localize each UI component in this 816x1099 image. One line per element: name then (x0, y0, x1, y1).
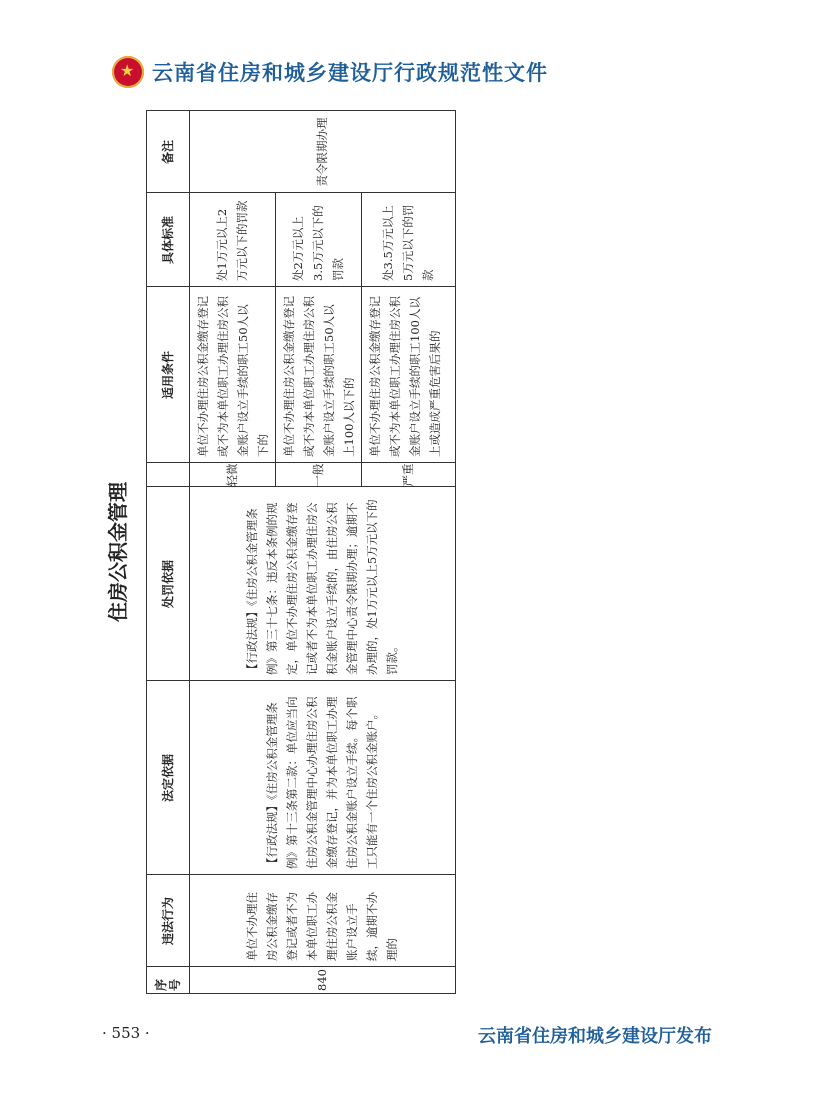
page-number: · 553 · (102, 1024, 150, 1042)
applicable-condition: 单位不办理住房公积金缴存登记或不为本单位职工办理住房公积金账户设立手续的职工50人以下的 (196, 296, 270, 457)
header-behavior: 违法行为 (161, 897, 175, 946)
violation-behavior: 单位不办理住房公积金缴存登记或者不为本单位职工办理住房公积金账户设立手续，逾期不办理的 (245, 892, 399, 961)
penalty-table (146, 110, 456, 994)
penalty-basis: 【行政法规】《住房公积金管理条例》第三十七条：违反本条例的规定，单位不办理住房公积金缴存登记或者不为本单位职工办理住房公积金账户设立手续的，由住房公积金管理中心责令限期办理；逾期不办理的，处1万元以上5万元以下的罚款。 (245, 499, 399, 675)
rotated-content (100, 110, 456, 994)
header-title: 云南省住房和城乡建设厅行政规范性文件 (152, 61, 548, 85)
level-label: 一般 (311, 463, 325, 487)
remark: 责令限期办理 (315, 117, 329, 187)
level-label: 轻微 (225, 463, 239, 487)
header-remark: 备注 (161, 140, 175, 165)
header-penalty-basis: 处罚依据 (161, 560, 175, 609)
section-title: 住房公积金管理 (106, 482, 130, 622)
header-legal-basis: 法定依据 (161, 754, 175, 803)
legal-basis: 【行政法规】《住房公积金管理条例》第十三条第二款：单位应当向住房公积金管理中心办理住房公积金缴存登记，并为本单位职工办理住房公积金账户设立手续。每个职工只能有一个住房公积金账户。 (265, 696, 379, 869)
publisher: 云南省住房和城乡建设厅发布 (478, 1026, 712, 1047)
national-emblem-icon (112, 56, 144, 88)
penalty-standard: 处1万元以上2万元以下的罚款 (215, 200, 249, 281)
applicable-condition: 单位不办理住房公积金缴存登记或不为本单位职工办理住房公积金账户设立手续的职工100人以上或造成严重危害后果的 (368, 296, 442, 457)
header-standard: 具体标准 (161, 216, 175, 265)
header-conditions: 适用条件 (161, 351, 175, 400)
applicable-condition: 单位不办理住房公积金缴存登记或不为本单位职工办理住房公积金账户设立手续的职工50人以上100人以下的 (282, 296, 356, 457)
level-label: 严重 (401, 463, 415, 487)
penalty-standard: 处2万元以上3.5万元以下的罚款 (291, 205, 345, 281)
header-no: 序号 (154, 978, 182, 991)
document-header (112, 56, 548, 88)
penalty-standard: 处3.5万元以上5万元以下的罚款 (381, 204, 435, 281)
row-number: 840 (315, 969, 329, 991)
